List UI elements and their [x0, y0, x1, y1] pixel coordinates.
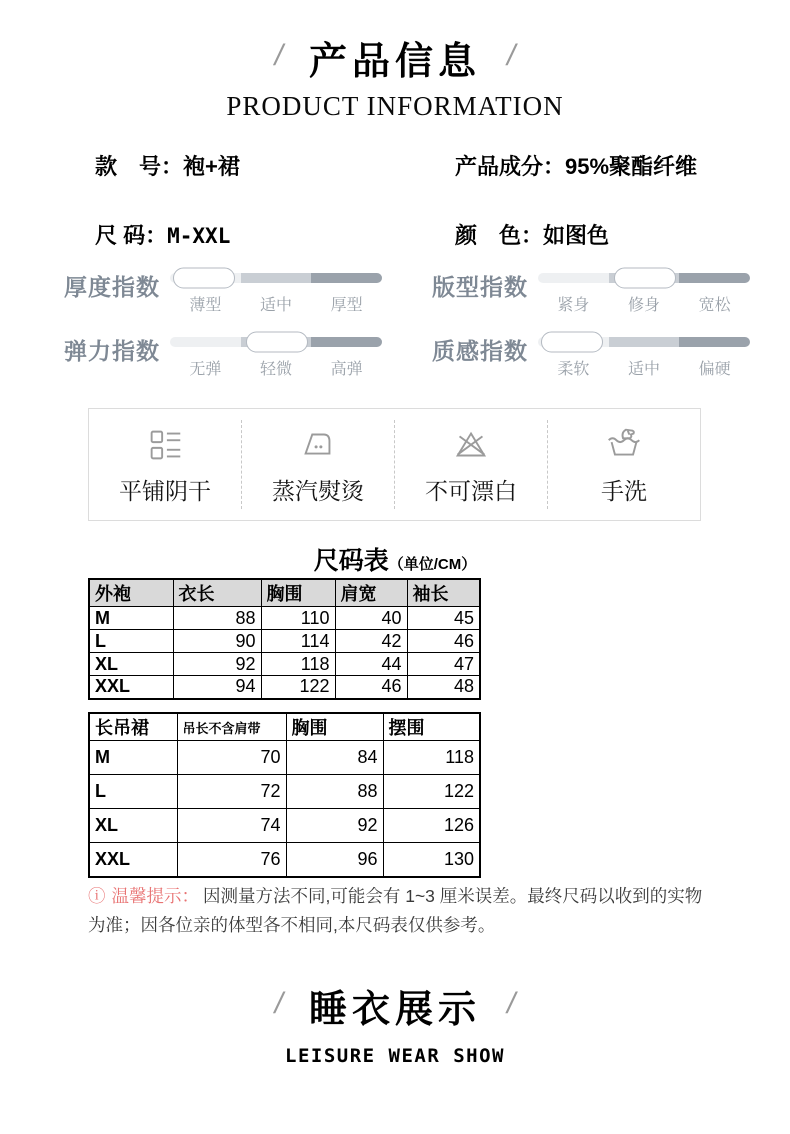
- value-cell: 114: [261, 630, 335, 653]
- steam-iron-icon: [297, 424, 339, 466]
- show-section-subtitle: LEISURE WEAR SHOW: [285, 1045, 505, 1067]
- composition-value: 95%聚酯纤维: [565, 154, 698, 179]
- slider-label: 适中: [628, 361, 661, 378]
- value-cell: 76: [177, 843, 286, 877]
- slider-segment: [311, 337, 382, 347]
- fit-index-title: 版型指数: [432, 274, 528, 300]
- show-section-header: [0, 978, 790, 1067]
- elasticity-index-title: 弹力指数: [64, 338, 160, 364]
- table-row: [89, 809, 480, 843]
- column-header: 胸围: [286, 713, 383, 741]
- size-cell: M: [89, 607, 173, 630]
- fit-index-slider: [538, 273, 750, 315]
- tip-text: 因测量方法不同,可能会有 1~3 厘米误差。最终尺码以收到的实物为准；因各位亲的体型各不相同,本尺码表仅供参考。: [88, 886, 703, 935]
- product-details: [95, 150, 735, 250]
- slider-segment: [170, 337, 241, 347]
- size-range-field: [95, 219, 455, 250]
- care-label: 平铺阴干: [119, 477, 211, 504]
- thickness-index-slider: [170, 273, 382, 315]
- fit-index: [432, 273, 750, 315]
- table-row: [89, 607, 480, 630]
- color-field: [455, 219, 735, 250]
- composition-field: [455, 150, 735, 181]
- value-cell: 45: [407, 607, 480, 630]
- table-row: [89, 676, 480, 699]
- slider-segment: [679, 273, 750, 283]
- slider-segment: [311, 273, 382, 283]
- thickness-index-title: 厚度指数: [64, 274, 160, 300]
- care-label: 蒸汽熨烫: [272, 477, 364, 504]
- slider-label: 偏硬: [698, 361, 731, 378]
- value-cell: 96: [286, 843, 383, 877]
- size-chart-title-text: 尺码表: [313, 547, 389, 575]
- column-header: 外袍: [89, 579, 173, 607]
- slider-labels: [170, 292, 382, 315]
- slider-label: 高弹: [330, 361, 363, 378]
- style-number-value: 袍+裙: [183, 154, 240, 179]
- table-row: [89, 630, 480, 653]
- right-slash-decoration: /: [507, 986, 516, 1020]
- slider-track: [538, 337, 750, 347]
- left-slash-decoration: /: [274, 38, 283, 72]
- slider-label: 轻微: [260, 361, 293, 378]
- slider-indicator-pill: [173, 268, 235, 289]
- slider-label: 厚型: [330, 297, 363, 314]
- slider-segment: [609, 337, 680, 347]
- value-cell: 47: [407, 653, 480, 676]
- texture-index-title: 质感指数: [432, 338, 528, 364]
- table-row: [89, 741, 480, 775]
- column-header: 长吊裙: [89, 713, 177, 741]
- slider-indicator-pill: [541, 332, 603, 353]
- thickness-index: [64, 273, 432, 315]
- slider-track: [538, 273, 750, 283]
- table-header-row: [89, 579, 480, 607]
- header-title-line: [0, 30, 790, 85]
- column-header: 胸围: [261, 579, 335, 607]
- slider-label: 适中: [260, 297, 293, 314]
- size-cell: M: [89, 741, 177, 775]
- size-chart-title: [0, 541, 790, 577]
- column-header: 肩宽: [335, 579, 407, 607]
- table-row: [89, 653, 480, 676]
- value-cell: 70: [177, 741, 286, 775]
- size-cell: XXL: [89, 843, 177, 877]
- care-item-flat-dry: [89, 420, 241, 509]
- slider-track: [170, 273, 382, 283]
- elasticity-index: [64, 337, 432, 379]
- fabric-index-section: [64, 273, 732, 379]
- texture-index: [432, 337, 750, 379]
- hand-wash-icon: [603, 424, 645, 466]
- value-cell: 90: [173, 630, 261, 653]
- style-number-label: 款 号：: [95, 154, 184, 179]
- care-item-steam-iron: [241, 420, 394, 509]
- product-info-header: [0, 30, 790, 122]
- slider-labels: [170, 356, 382, 379]
- value-cell: 122: [383, 775, 480, 809]
- value-cell: 48: [407, 676, 480, 699]
- column-header: 吊长不含肩带: [177, 713, 286, 741]
- style-number-field: [95, 150, 455, 181]
- care-instructions-box: [88, 408, 701, 521]
- table-header-row: [89, 713, 480, 741]
- size-cell: XL: [89, 809, 177, 843]
- value-cell: 42: [335, 630, 407, 653]
- left-slash-decoration: /: [274, 986, 283, 1020]
- slider-indicator-pill: [614, 268, 676, 289]
- care-item-no-bleach: [394, 420, 547, 509]
- tip-prefix: 温馨提示：: [111, 886, 199, 906]
- slider-indicator-pill: [246, 332, 308, 353]
- care-label: 不可漂白: [425, 477, 517, 504]
- outer-robe-size-table: [88, 578, 481, 700]
- column-header: 摆围: [383, 713, 480, 741]
- slip-dress-size-table: [88, 712, 481, 878]
- flat-dry-icon: [144, 424, 186, 466]
- page-title: 产品信息: [308, 41, 481, 83]
- slider-label: 宽松: [698, 297, 731, 314]
- slider-label: 柔软: [557, 361, 590, 378]
- value-cell: 40: [335, 607, 407, 630]
- elasticity-index-slider: [170, 337, 382, 379]
- value-cell: 118: [261, 653, 335, 676]
- value-cell: 46: [407, 630, 480, 653]
- value-cell: 126: [383, 809, 480, 843]
- table-row: [89, 843, 480, 877]
- size-chart-unit: （单位/CM）: [388, 556, 477, 573]
- value-cell: 118: [383, 741, 480, 775]
- value-cell: 84: [286, 741, 383, 775]
- color-value: 如图色: [543, 223, 610, 248]
- value-cell: 94: [173, 676, 261, 699]
- slider-segment: [679, 337, 750, 347]
- value-cell: 44: [335, 653, 407, 676]
- slider-labels: [538, 292, 750, 315]
- slider-label: 薄型: [189, 297, 222, 314]
- value-cell: 92: [173, 653, 261, 676]
- value-cell: 72: [177, 775, 286, 809]
- value-cell: 92: [286, 809, 383, 843]
- slider-segment: [538, 273, 609, 283]
- show-section-title: 睡衣展示: [308, 989, 481, 1031]
- slider-labels: [538, 356, 750, 379]
- column-header: 衣长: [173, 579, 261, 607]
- measurement-disclaimer: [88, 882, 712, 940]
- value-cell: 88: [173, 607, 261, 630]
- size-cell: XL: [89, 653, 173, 676]
- care-label: 手洗: [601, 477, 647, 504]
- slider-label: 修身: [628, 297, 661, 314]
- page-subtitle: PRODUCT INFORMATION: [226, 91, 564, 121]
- care-item-hand-wash: [547, 420, 700, 509]
- value-cell: 88: [286, 775, 383, 809]
- value-cell: 130: [383, 843, 480, 877]
- value-cell: 110: [261, 607, 335, 630]
- value-cell: 74: [177, 809, 286, 843]
- slider-track: [170, 337, 382, 347]
- size-range-label: 尺 码：: [95, 223, 168, 248]
- size-range-value: M-XXL: [167, 224, 231, 248]
- info-icon: ⓘ: [88, 886, 106, 906]
- value-cell: 46: [335, 676, 407, 699]
- footer-title-line: [0, 978, 790, 1033]
- size-cell: L: [89, 630, 173, 653]
- right-slash-decoration: /: [507, 38, 516, 72]
- slider-label: 无弹: [189, 361, 222, 378]
- composition-label: 产品成分：: [455, 154, 566, 179]
- slider-segment: [241, 273, 312, 283]
- slider-label: 紧身: [557, 297, 590, 314]
- column-header: 袖长: [407, 579, 480, 607]
- texture-index-slider: [538, 337, 750, 379]
- no-bleach-icon: [450, 424, 492, 466]
- size-cell: XXL: [89, 676, 173, 699]
- table-row: [89, 775, 480, 809]
- color-label: 颜 色：: [455, 223, 544, 248]
- size-cell: L: [89, 775, 177, 809]
- value-cell: 122: [261, 676, 335, 699]
